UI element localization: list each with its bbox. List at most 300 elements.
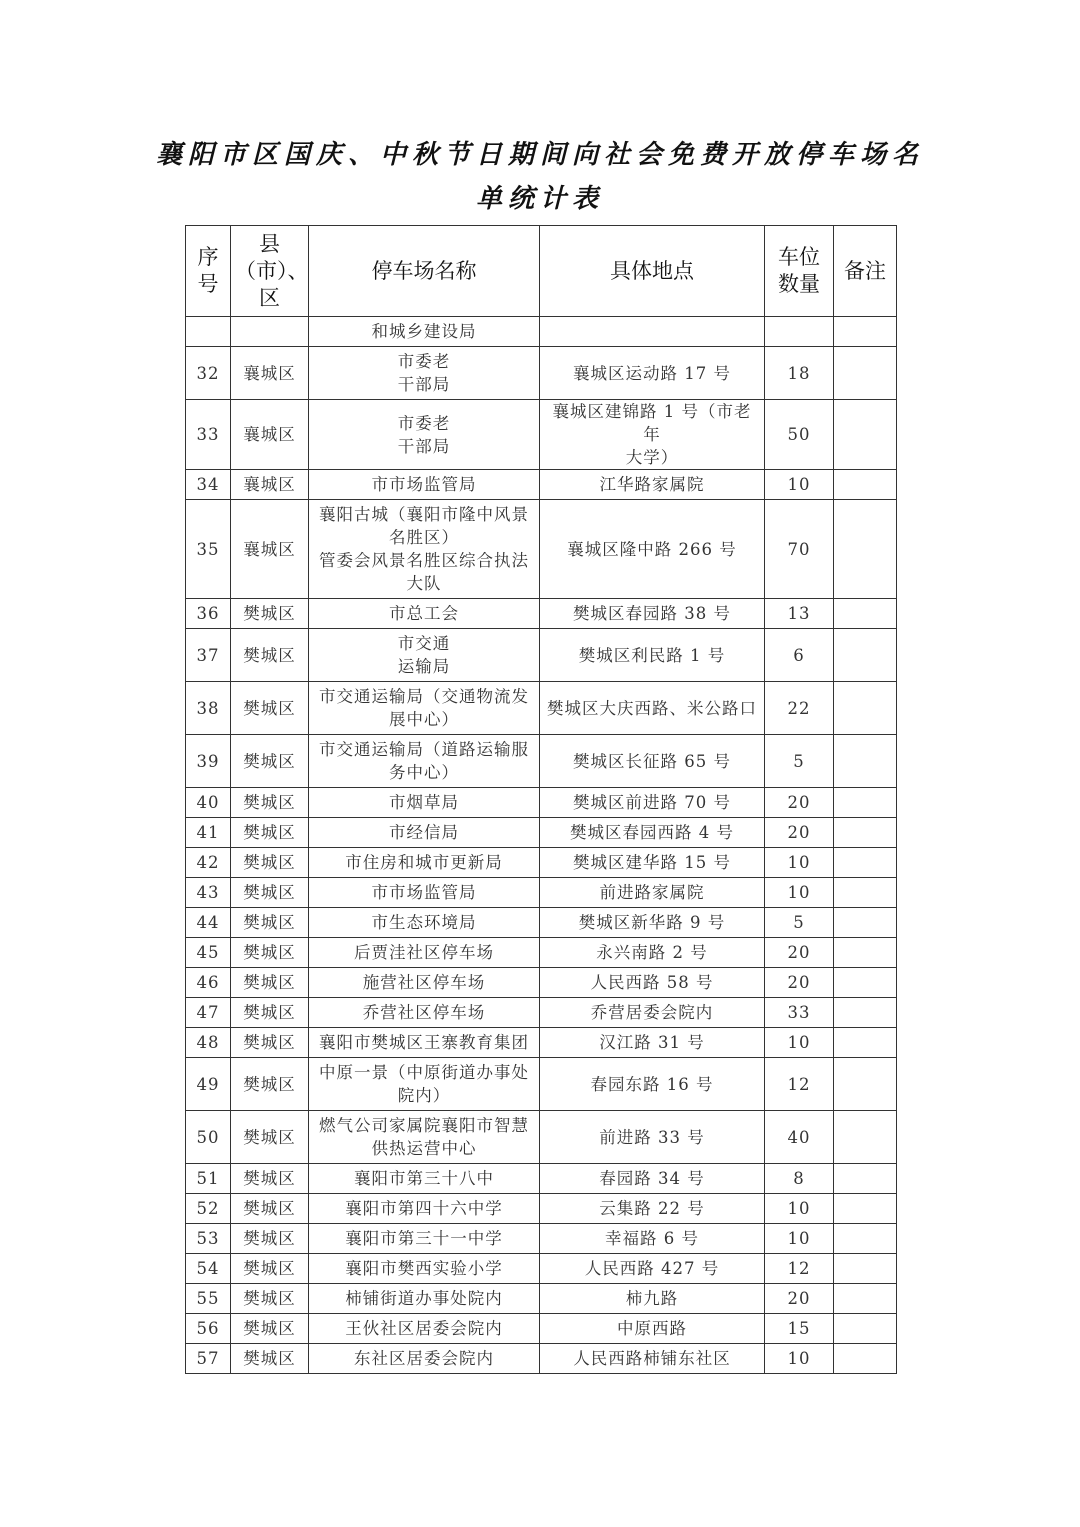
cell-district-text: 襄城区 <box>243 425 296 444</box>
cell-address <box>540 1058 765 1111</box>
cell-address-text: 人民西路柿铺东社区 <box>573 1349 731 1368</box>
cell-index-text: 43 <box>196 883 220 902</box>
cell-spaces <box>765 735 834 788</box>
cell-remark <box>834 998 897 1028</box>
cell-index-text: 54 <box>196 1259 220 1278</box>
cell-index-text: 48 <box>196 1033 220 1052</box>
cell-address-text: 柿九路 <box>625 1289 679 1308</box>
cell-address-text: 樊城区利民路 1 号 <box>578 645 726 665</box>
cell-district-text: 樊城区 <box>243 751 296 771</box>
cell-district-text: 樊城区 <box>243 1127 296 1147</box>
cell-spaces <box>765 470 834 500</box>
cell-spaces <box>765 788 834 818</box>
cell-district-text: 樊城区 <box>243 1229 296 1248</box>
cell-name-text: 市交通 <box>397 634 451 653</box>
cell-name-text: 干部局 <box>397 436 451 456</box>
cell-index-text: 56 <box>196 1319 220 1338</box>
cell-name <box>309 1254 540 1284</box>
cell-district <box>231 1314 309 1344</box>
cell-index <box>186 818 231 848</box>
cell-name-text: 王伙社区居委会院内 <box>345 1319 503 1338</box>
cell-name <box>309 1224 540 1254</box>
cell-address <box>540 1224 765 1254</box>
cell-spaces-text: 20 <box>787 973 811 992</box>
cell-district <box>231 599 309 629</box>
cell-spaces-text: 20 <box>787 793 811 812</box>
cell-address-text: 樊城区前进路 70 号 <box>573 793 731 812</box>
cell-address-text: 樊城区长征路 65 号 <box>573 751 731 771</box>
cell-spaces-text: 8 <box>793 1169 805 1188</box>
cell-spaces <box>765 848 834 878</box>
cell-index-text: 52 <box>196 1199 220 1218</box>
cell-remark <box>834 1254 897 1284</box>
cell-district <box>231 1058 309 1111</box>
cell-remark <box>834 1028 897 1058</box>
cell-district <box>231 818 309 848</box>
cell-name <box>309 629 540 682</box>
cell-index-text: 40 <box>196 793 220 812</box>
cell-address-text: 襄城区建锦路 1 号（市老年 <box>552 402 752 444</box>
cell-name <box>309 1028 540 1058</box>
table-header-row <box>186 226 897 317</box>
cell-spaces <box>765 1028 834 1058</box>
cell-remark <box>834 400 897 470</box>
cell-index-text: 38 <box>196 698 220 718</box>
cell-spaces-text: 13 <box>787 604 811 623</box>
header-district: 县 （市）、 区 <box>231 226 309 317</box>
cell-address <box>540 878 765 908</box>
cell-name-text: 市交通运输局（道路运输服 <box>319 740 529 759</box>
cell-address-text: 樊城区新华路 9 号 <box>578 913 726 932</box>
cell-district <box>231 998 309 1028</box>
cell-name-text: 后贾洼社区停车场 <box>354 943 494 962</box>
cell-district-text: 樊城区 <box>243 1349 296 1368</box>
table-row <box>186 1254 897 1284</box>
cell-spaces-text: 10 <box>787 1199 811 1218</box>
cell-spaces <box>765 968 834 998</box>
table-row <box>186 1344 897 1374</box>
cell-address-text: 樊城区春园路 38 号 <box>573 604 731 623</box>
cell-address-text: 春园东路 16 号 <box>590 1074 714 1094</box>
cell-district-text: 樊城区 <box>243 1199 296 1218</box>
cell-address-text: 汉江路 31 号 <box>599 1033 705 1052</box>
cell-name <box>309 968 540 998</box>
cell-district-text: 樊城区 <box>243 883 296 902</box>
cell-remark <box>834 599 897 629</box>
cell-index <box>186 1164 231 1194</box>
cell-name-text: 施营社区停车场 <box>362 973 486 992</box>
table-row <box>186 629 897 682</box>
cell-name <box>309 682 540 735</box>
cell-index <box>186 1058 231 1111</box>
cell-remark <box>834 1111 897 1164</box>
cell-district <box>231 848 309 878</box>
cell-spaces-text: 10 <box>787 853 811 872</box>
cell-name-text: 市市场监管局 <box>371 883 477 902</box>
cell-remark <box>834 1344 897 1374</box>
cell-index <box>186 1254 231 1284</box>
cell-address-text: 樊城区建华路 15 号 <box>573 853 731 872</box>
table-row <box>186 938 897 968</box>
cell-spaces <box>765 1164 834 1194</box>
cell-remark <box>834 347 897 400</box>
cell-remark <box>834 682 897 735</box>
cell-address-text: 中原西路 <box>617 1319 687 1338</box>
cell-address-text: 襄城区运动路 17 号 <box>573 363 731 383</box>
cell-district <box>231 1344 309 1374</box>
cell-spaces <box>765 1194 834 1224</box>
cell-name-text: 市烟草局 <box>389 793 459 812</box>
table-row <box>186 1224 897 1254</box>
cell-spaces-text: 20 <box>787 1289 811 1308</box>
cell-district-text: 樊城区 <box>243 1289 296 1308</box>
cell-name <box>309 500 540 599</box>
cell-address-text: 人民西路 427 号 <box>584 1259 720 1278</box>
cell-address <box>540 818 765 848</box>
cell-name-text: 市经信局 <box>389 823 459 842</box>
cell-address <box>540 347 765 400</box>
cell-index <box>186 908 231 938</box>
cell-spaces <box>765 998 834 1028</box>
cell-index-text: 50 <box>196 1127 220 1147</box>
cell-district <box>231 788 309 818</box>
cell-district <box>231 629 309 682</box>
cell-remark <box>834 1058 897 1111</box>
cell-district-text: 襄城区 <box>243 475 296 494</box>
table-row <box>186 1284 897 1314</box>
cell-index-text: 37 <box>196 645 220 665</box>
cell-district <box>231 400 309 470</box>
cell-name-text: 乔营社区停车场 <box>362 1003 486 1022</box>
document-title-line1: 襄阳市区国庆、中秋节日期间向社会免费开放停车场名 <box>155 140 924 170</box>
table-row <box>186 818 897 848</box>
cell-index-text: 32 <box>196 363 220 383</box>
cell-spaces <box>765 1254 834 1284</box>
cell-district-text: 樊城区 <box>243 1319 296 1338</box>
cell-name-text: 名胜区） <box>389 528 459 547</box>
table-row <box>186 400 897 470</box>
cell-index <box>186 500 231 599</box>
cell-name <box>309 1194 540 1224</box>
cell-index <box>186 1028 231 1058</box>
cell-remark <box>834 735 897 788</box>
cell-name-text: 市住房和城市更新局 <box>345 853 503 872</box>
cell-index <box>186 599 231 629</box>
table-row <box>186 968 897 998</box>
cell-district-text: 樊城区 <box>243 1074 296 1094</box>
cell-spaces <box>765 317 834 347</box>
cell-address-text: 前进路家属院 <box>599 883 705 902</box>
cell-index <box>186 735 231 788</box>
cell-index <box>186 788 231 818</box>
cell-address <box>540 500 765 599</box>
cell-spaces <box>765 347 834 400</box>
cell-address <box>540 1111 765 1164</box>
table-row <box>186 908 897 938</box>
cell-name <box>309 599 540 629</box>
cell-address <box>540 1314 765 1344</box>
cell-name-text: 襄阳市第四十六中学 <box>345 1199 503 1218</box>
cell-name <box>309 735 540 788</box>
cell-index-text: 53 <box>196 1229 220 1248</box>
cell-spaces <box>765 500 834 599</box>
cell-spaces-text: 5 <box>793 913 805 932</box>
table-row <box>186 682 897 735</box>
cell-district <box>231 908 309 938</box>
cell-name-text: 管委会风景名胜区综合执法 <box>319 551 529 570</box>
cell-district <box>231 1284 309 1314</box>
cell-name <box>309 1164 540 1194</box>
cell-address <box>540 1194 765 1224</box>
cell-address-text: 幸福路 6 号 <box>605 1229 699 1248</box>
cell-name-text: 市委老 <box>397 352 451 371</box>
cell-address <box>540 1028 765 1058</box>
cell-name-text: 市总工会 <box>389 604 459 623</box>
cell-spaces-text: 10 <box>787 475 811 494</box>
header-remark: 备注 <box>834 226 897 317</box>
cell-index <box>186 938 231 968</box>
cell-spaces-text: 10 <box>787 1349 811 1368</box>
cell-address-text: 前进路 33 号 <box>599 1127 705 1147</box>
cell-spaces-text: 12 <box>787 1074 811 1094</box>
cell-address <box>540 968 765 998</box>
cell-spaces-text: 10 <box>787 883 811 902</box>
cell-name-text: 务中心） <box>389 763 459 782</box>
header-index: 序 号 <box>186 226 231 317</box>
header-address: 具体地点 <box>540 226 765 317</box>
cell-remark <box>834 317 897 347</box>
cell-district <box>231 1254 309 1284</box>
cell-name-text: 襄阳市樊城区王寨教育集团 <box>319 1033 529 1052</box>
cell-name <box>309 788 540 818</box>
cell-index-text: 39 <box>196 751 220 771</box>
cell-district-text: 樊城区 <box>243 1003 296 1022</box>
cell-district <box>231 735 309 788</box>
cell-remark <box>834 788 897 818</box>
cell-district-text: 襄城区 <box>243 539 296 559</box>
cell-name-text: 干部局 <box>397 375 451 394</box>
cell-index <box>186 1314 231 1344</box>
cell-address-text: 人民西路 58 号 <box>590 973 714 992</box>
table-row <box>186 735 897 788</box>
cell-spaces <box>765 1111 834 1164</box>
cell-index <box>186 1284 231 1314</box>
cell-address <box>540 629 765 682</box>
cell-remark <box>834 1284 897 1314</box>
cell-name <box>309 878 540 908</box>
cell-spaces <box>765 400 834 470</box>
table-row <box>186 317 897 347</box>
cell-remark <box>834 1194 897 1224</box>
cell-district-text: 樊城区 <box>243 1169 296 1188</box>
cell-address <box>540 317 765 347</box>
cell-district-text: 樊城区 <box>243 823 296 842</box>
cell-remark <box>834 878 897 908</box>
cell-district-text: 樊城区 <box>243 913 296 932</box>
cell-address <box>540 1164 765 1194</box>
cell-index-text: 41 <box>196 823 220 842</box>
cell-remark <box>834 938 897 968</box>
cell-spaces-text: 12 <box>787 1259 811 1278</box>
cell-address <box>540 470 765 500</box>
document-title-line2: 单统计表 <box>475 184 604 214</box>
cell-spaces <box>765 629 834 682</box>
cell-name <box>309 1111 540 1164</box>
cell-name <box>309 1284 540 1314</box>
cell-index <box>186 968 231 998</box>
cell-address-text: 乔营居委会院内 <box>590 1003 714 1022</box>
cell-address <box>540 1284 765 1314</box>
cell-name <box>309 1314 540 1344</box>
cell-spaces-text: 10 <box>787 1033 811 1052</box>
cell-spaces-text: 6 <box>793 645 805 665</box>
cell-district <box>231 968 309 998</box>
cell-spaces-text: 50 <box>787 425 811 444</box>
cell-remark <box>834 818 897 848</box>
cell-district-text: 樊城区 <box>243 604 296 623</box>
cell-index-text: 35 <box>196 539 220 559</box>
cell-district <box>231 500 309 599</box>
cell-name <box>309 317 540 347</box>
cell-index-text: 45 <box>196 943 220 962</box>
cell-name-text: 和城乡建设局 <box>371 322 477 341</box>
cell-spaces <box>765 1224 834 1254</box>
cell-name-text: 襄阳市第三十一中学 <box>345 1229 503 1248</box>
cell-index <box>186 470 231 500</box>
cell-index-text: 42 <box>196 853 220 872</box>
cell-name <box>309 400 540 470</box>
cell-name-text: 市市场监管局 <box>371 475 477 494</box>
cell-address <box>540 848 765 878</box>
cell-index <box>186 878 231 908</box>
cell-index <box>186 1194 231 1224</box>
cell-remark <box>834 1164 897 1194</box>
cell-name <box>309 818 540 848</box>
cell-spaces <box>765 1284 834 1314</box>
cell-district <box>231 317 309 347</box>
cell-district-text: 樊城区 <box>243 793 296 812</box>
cell-name-text: 燃气公司家属院襄阳市智慧 <box>319 1116 529 1135</box>
table-row <box>186 470 897 500</box>
table-row <box>186 1028 897 1058</box>
table-row <box>186 599 897 629</box>
cell-name-text: 柿铺街道办事处院内 <box>345 1289 503 1308</box>
cell-spaces <box>765 878 834 908</box>
table-row <box>186 878 897 908</box>
cell-spaces-text: 22 <box>787 698 811 718</box>
cell-spaces <box>765 599 834 629</box>
table-row <box>186 1111 897 1164</box>
cell-name <box>309 1058 540 1111</box>
cell-index <box>186 998 231 1028</box>
cell-name-text: 展中心） <box>389 710 459 729</box>
cell-name <box>309 848 540 878</box>
cell-address-text: 大学） <box>625 448 679 467</box>
cell-district <box>231 938 309 968</box>
table-row <box>186 1314 897 1344</box>
cell-index <box>186 347 231 400</box>
cell-remark <box>834 1314 897 1344</box>
cell-index <box>186 400 231 470</box>
cell-index-text: 33 <box>196 425 220 444</box>
cell-index-text: 57 <box>196 1349 220 1368</box>
cell-spaces-text: 10 <box>787 1229 811 1248</box>
cell-district <box>231 1111 309 1164</box>
cell-name-text: 东社区居委会院内 <box>354 1349 494 1368</box>
cell-district <box>231 1224 309 1254</box>
cell-name <box>309 938 540 968</box>
cell-name-text: 市生态环境局 <box>371 913 477 932</box>
cell-address <box>540 735 765 788</box>
cell-district <box>231 1194 309 1224</box>
cell-spaces-text: 33 <box>787 1003 811 1022</box>
cell-district <box>231 347 309 400</box>
cell-remark <box>834 500 897 599</box>
cell-spaces <box>765 682 834 735</box>
cell-address <box>540 1254 765 1284</box>
cell-address <box>540 599 765 629</box>
cell-name <box>309 1344 540 1374</box>
cell-district-text: 樊城区 <box>243 698 296 718</box>
cell-remark <box>834 908 897 938</box>
cell-name-text: 襄阳古城（襄阳市隆中风景 <box>319 505 529 524</box>
table-row <box>186 347 897 400</box>
table-row <box>186 788 897 818</box>
cell-spaces-text: 70 <box>787 539 811 559</box>
cell-name-text: 襄阳市第三十八中 <box>354 1169 494 1188</box>
cell-district-text: 襄城区 <box>243 363 296 383</box>
cell-index-text: 51 <box>196 1169 220 1188</box>
cell-remark <box>834 1224 897 1254</box>
cell-district-text: 樊城区 <box>243 1259 296 1278</box>
table-row <box>186 500 897 599</box>
cell-index <box>186 317 231 347</box>
cell-address-text: 春园路 34 号 <box>599 1169 705 1188</box>
parking-table <box>185 225 897 1374</box>
cell-name <box>309 998 540 1028</box>
cell-index <box>186 1344 231 1374</box>
cell-district <box>231 470 309 500</box>
cell-address-text: 樊城区春园西路 4 号 <box>570 823 734 842</box>
cell-spaces <box>765 1344 834 1374</box>
cell-address-text: 襄城区隆中路 266 号 <box>567 539 737 559</box>
cell-address <box>540 682 765 735</box>
table-row <box>186 998 897 1028</box>
cell-name-text: 中原一景（中原街道办事处 <box>319 1063 529 1082</box>
cell-index-text: 34 <box>196 475 220 494</box>
cell-index-text: 47 <box>196 1003 220 1022</box>
cell-name <box>309 470 540 500</box>
cell-index-text: 46 <box>196 973 220 992</box>
cell-spaces <box>765 818 834 848</box>
cell-address <box>540 1344 765 1374</box>
cell-index <box>186 1111 231 1164</box>
table-row <box>186 1194 897 1224</box>
cell-spaces-text: 20 <box>787 943 811 962</box>
cell-name-text: 市委老 <box>397 413 451 433</box>
cell-spaces <box>765 938 834 968</box>
cell-name-text: 市交通运输局（交通物流发 <box>319 687 529 706</box>
cell-address-text: 云集路 22 号 <box>599 1199 705 1218</box>
cell-address <box>540 788 765 818</box>
cell-index <box>186 629 231 682</box>
cell-spaces-text: 15 <box>787 1319 811 1338</box>
cell-spaces-text: 40 <box>787 1127 811 1147</box>
cell-index-text: 44 <box>196 913 220 932</box>
cell-district <box>231 1028 309 1058</box>
cell-spaces <box>765 908 834 938</box>
cell-address <box>540 400 765 470</box>
